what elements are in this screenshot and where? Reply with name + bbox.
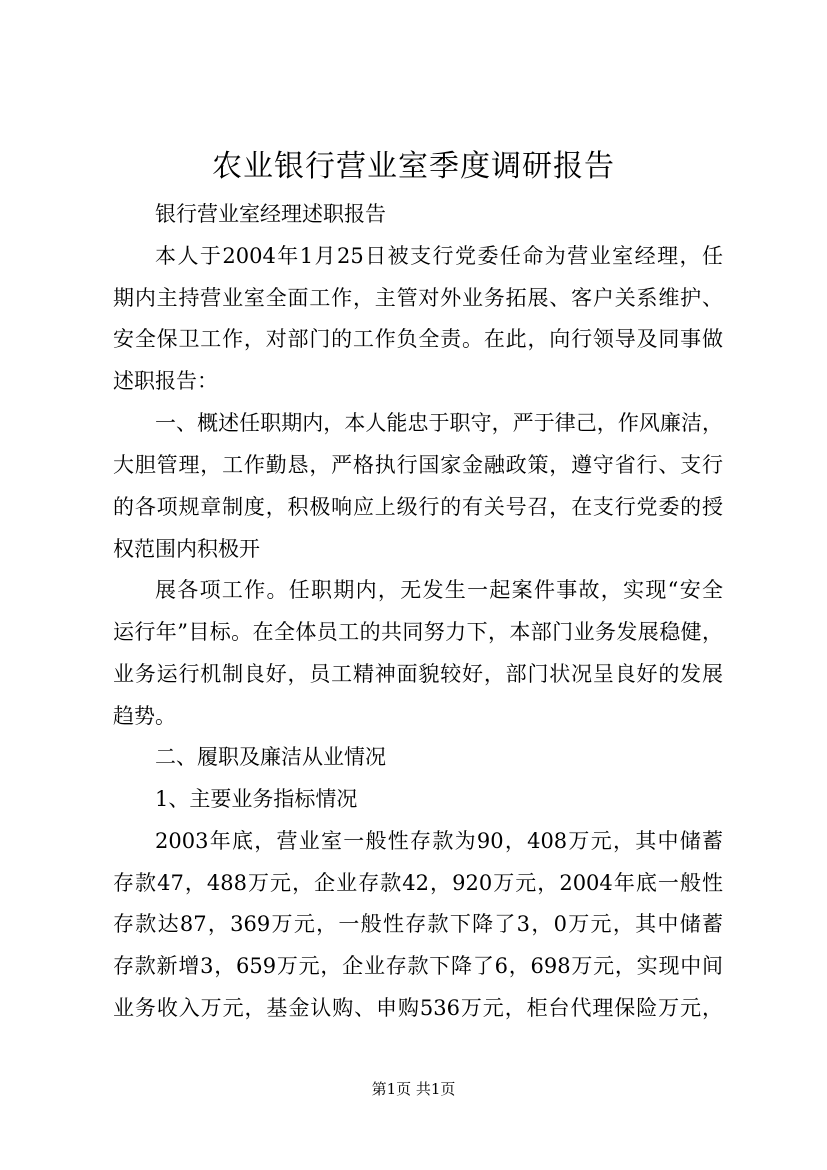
text-line: 业务运行机制良好，员工精神面貌较好，部门状况呈良好的发展 — [113, 662, 723, 686]
text-line: 存款达87，369万元，一般性存款下降了3，0万元，其中储蓄 — [113, 912, 723, 936]
page-footer: 第1页 共1页 — [371, 1080, 456, 1098]
document-title: 农业银行营业室季度调研报告 — [212, 149, 615, 184]
text-line: 业务收入万元，基金认购、申购536万元，柜台代理保险万元， — [113, 996, 723, 1020]
subsection-heading: 1、主要业务指标情况 — [155, 787, 358, 811]
text-line: 大胆管理，工作勤恳，严格执行国家金融政策，遵守省行、支行 — [113, 453, 723, 477]
text-line: 本人于2004年1月25日被支行党委任命为营业室经理，任 — [155, 244, 723, 268]
text-line: 存款新增3，659万元，企业存款下降了6，698万元，实现中间 — [113, 954, 723, 978]
text-line: 运行年”目标。在全体员工的共同努力下，本部门业务发展稳健， — [113, 620, 723, 644]
text-line: 展各项工作。任职期内，无发生一起案件事故，实现“安全 — [155, 578, 723, 602]
text-line: 2003年底，营业室一般性存款为90，408万元，其中储蓄 — [155, 829, 723, 853]
text-line: 述职报告： — [113, 369, 218, 393]
section-heading: 二、履职及廉洁从业情况 — [155, 745, 386, 769]
text-line: 一、概述任职期内，本人能忠于职守，严于律己，作风廉洁， — [155, 411, 723, 435]
text-line: 银行营业室经理述职报告 — [155, 202, 386, 226]
text-line: 安全保卫工作，对部门的工作负全责。在此，向行领导及同事做 — [113, 327, 723, 351]
text-line: 权范围内积极开 — [113, 537, 260, 561]
text-line: 存款47，488万元，企业存款42，920万元，2004年底一般性 — [113, 871, 723, 895]
text-line: 期内主持营业室全面工作，主管对外业务拓展、客户关系维护、 — [113, 286, 723, 310]
text-line: 的各项规章制度，积极响应上级行的有关号召，在支行党委的授 — [113, 495, 723, 519]
text-line: 趋势。 — [113, 704, 176, 728]
